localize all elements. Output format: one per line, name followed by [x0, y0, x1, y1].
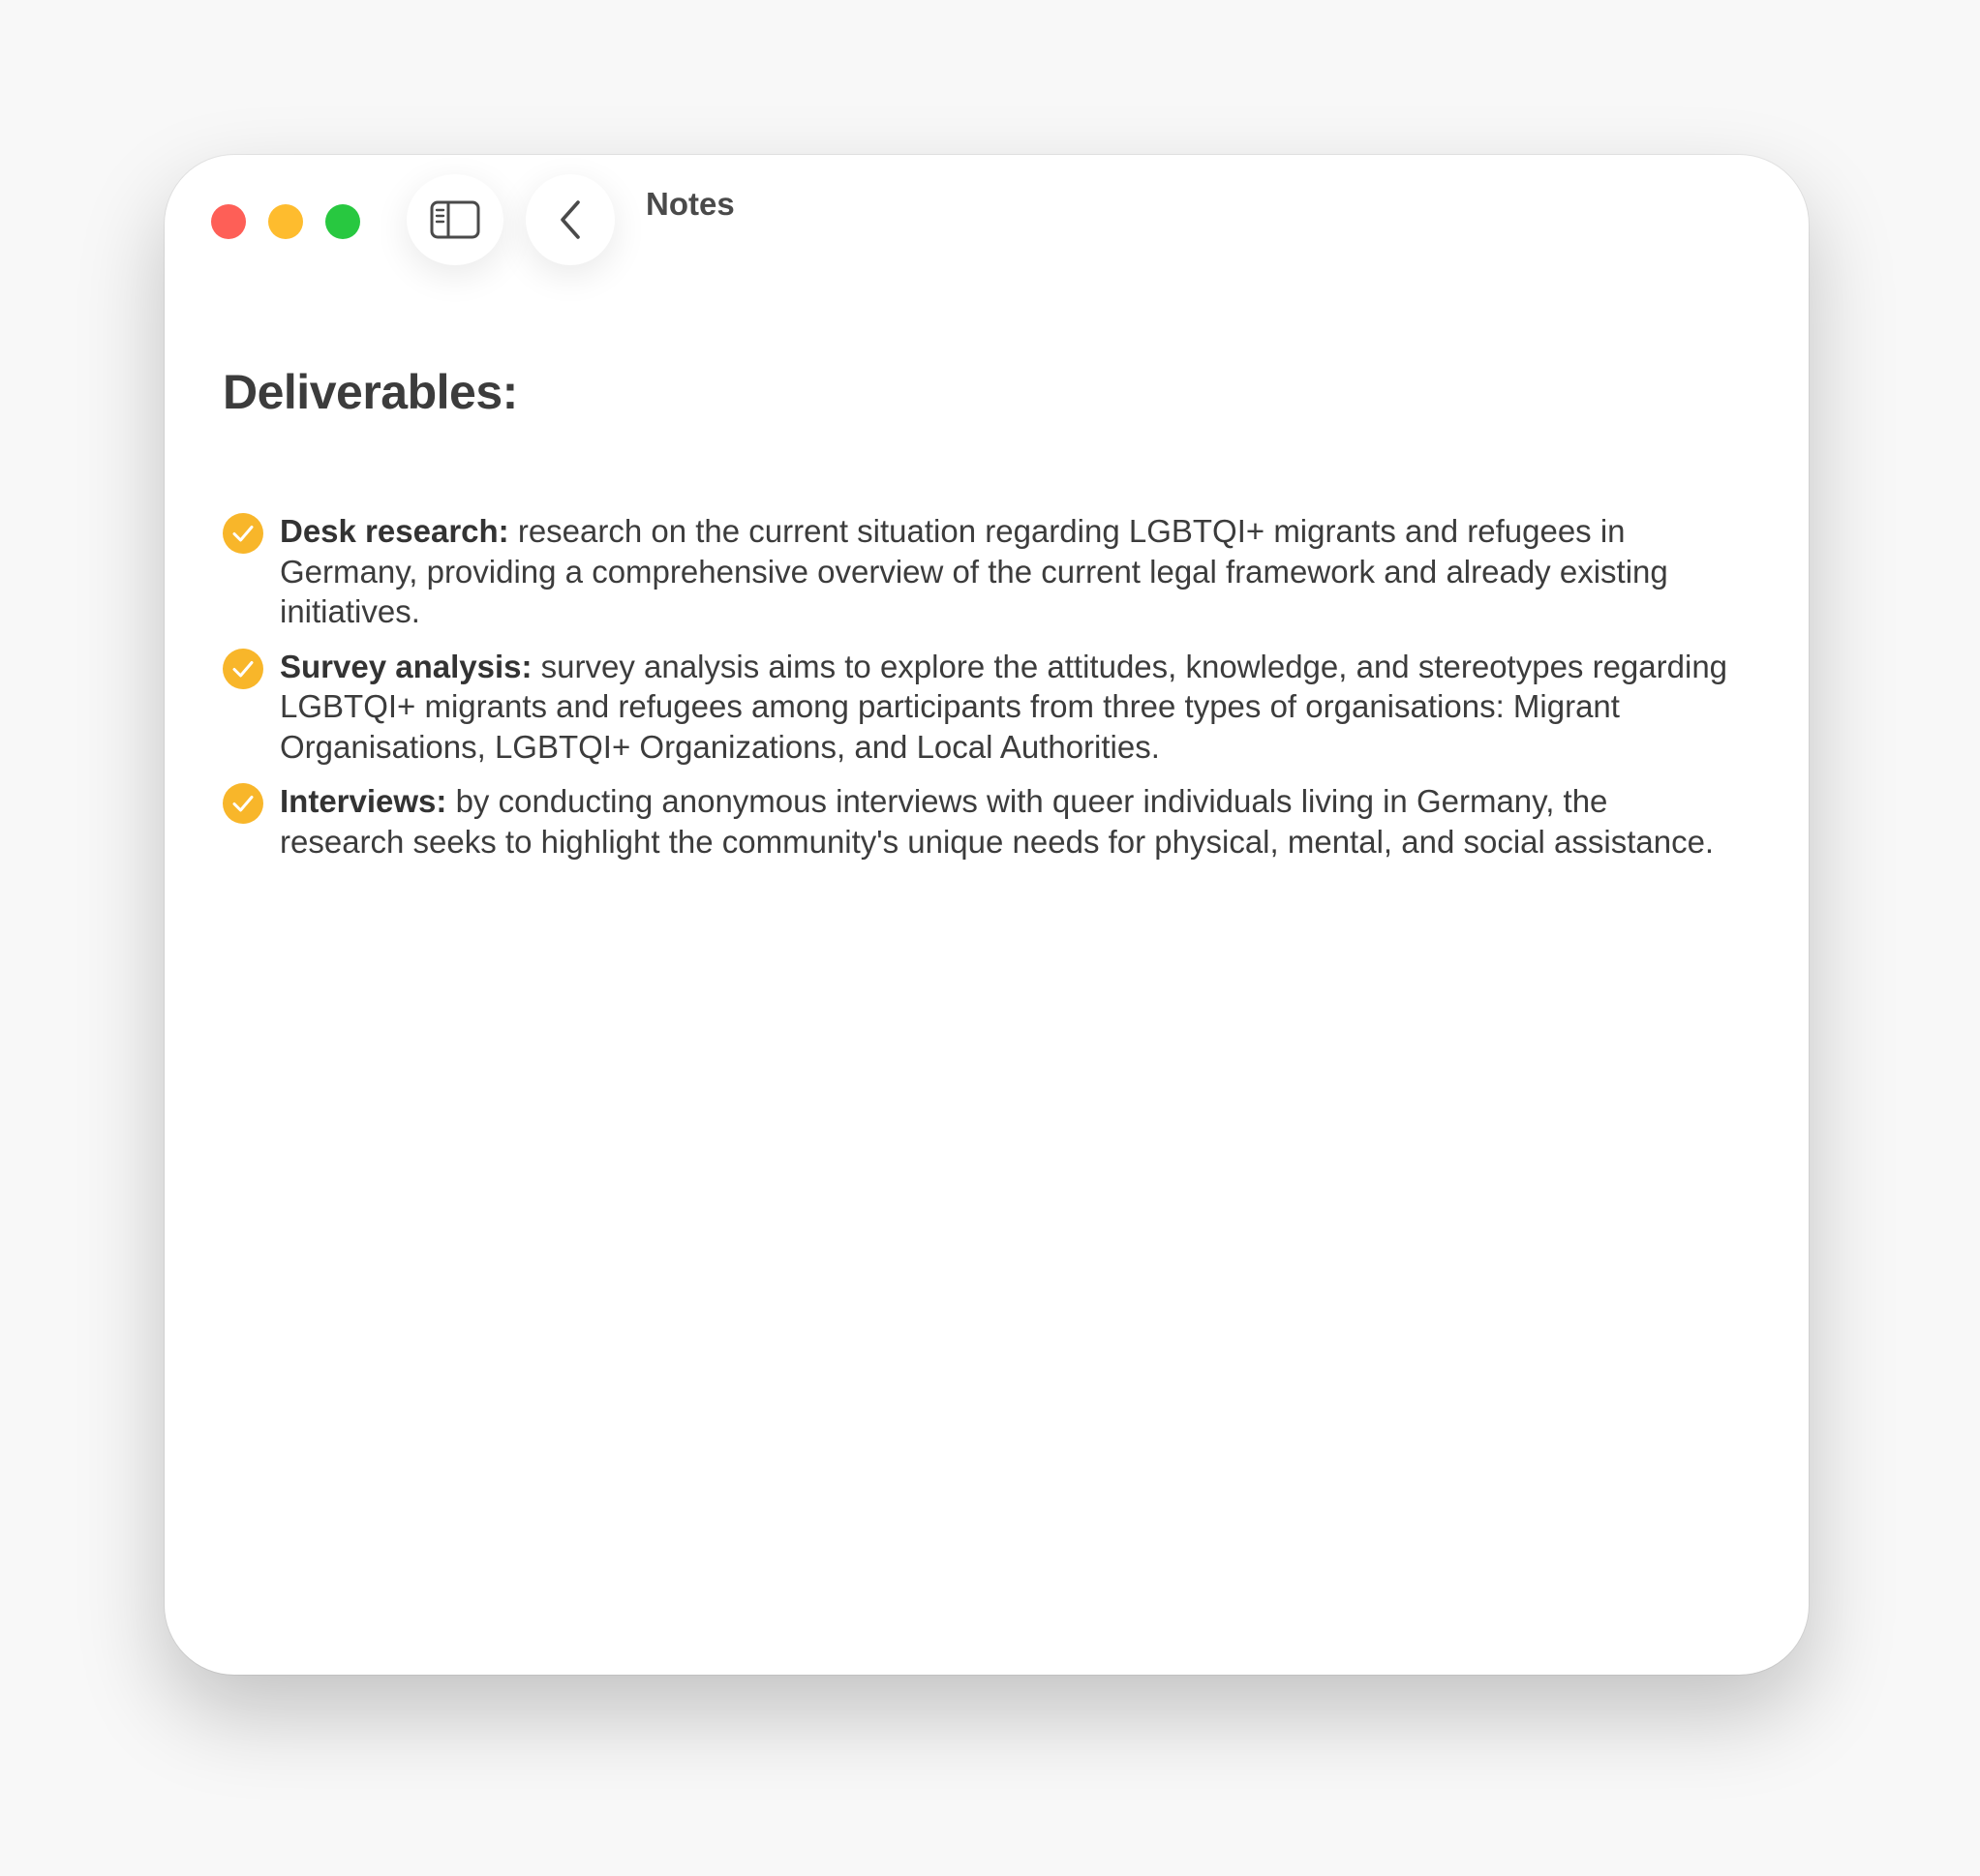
checklist-item-title: Interviews: [280, 783, 447, 819]
notes-window [165, 155, 1809, 1675]
checklist-item-text: research on the current situation regarding LGBTQI+ migrants and refugees in Germany, providing a comprehensive overview of the current legal framework and already existing initiatives. [280, 513, 1668, 629]
note-heading: Deliverables: [223, 365, 518, 419]
checklist-item-survey-analysis [223, 647, 1733, 768]
sidebar-toggle-icon [430, 200, 480, 239]
chevron-left-icon [557, 198, 584, 241]
checklist-item-desk-research [223, 511, 1733, 632]
minimize-window-button[interactable] [268, 204, 303, 239]
checklist-item-interviews [223, 781, 1733, 862]
checked-checkbox-icon[interactable] [223, 649, 263, 689]
close-window-button[interactable] [211, 204, 246, 239]
window-title: Notes [646, 186, 735, 222]
checklist-item-title: Survey analysis: [280, 648, 533, 684]
checklist-item-title: Desk research: [280, 513, 509, 549]
checklist [223, 511, 1733, 876]
zoom-window-button[interactable] [325, 204, 360, 239]
checklist-item-text: by conducting anonymous interviews with queer individuals living in Germany, the research seeks to highlight the community's unique needs for physical, mental, and social assistance. [280, 783, 1715, 860]
back-button[interactable] [526, 174, 615, 265]
toggle-sidebar-button[interactable] [407, 174, 503, 265]
checklist-item-text: survey analysis aims to explore the attitudes, knowledge, and stereotypes regarding LGBTQI+ migrants and refugees among participants from three types of organisations: Migrant Organisations, LGBTQI+ Organizations, and Local Authorities. [280, 648, 1728, 765]
checked-checkbox-icon[interactable] [223, 783, 263, 824]
checked-checkbox-icon[interactable] [223, 513, 263, 554]
